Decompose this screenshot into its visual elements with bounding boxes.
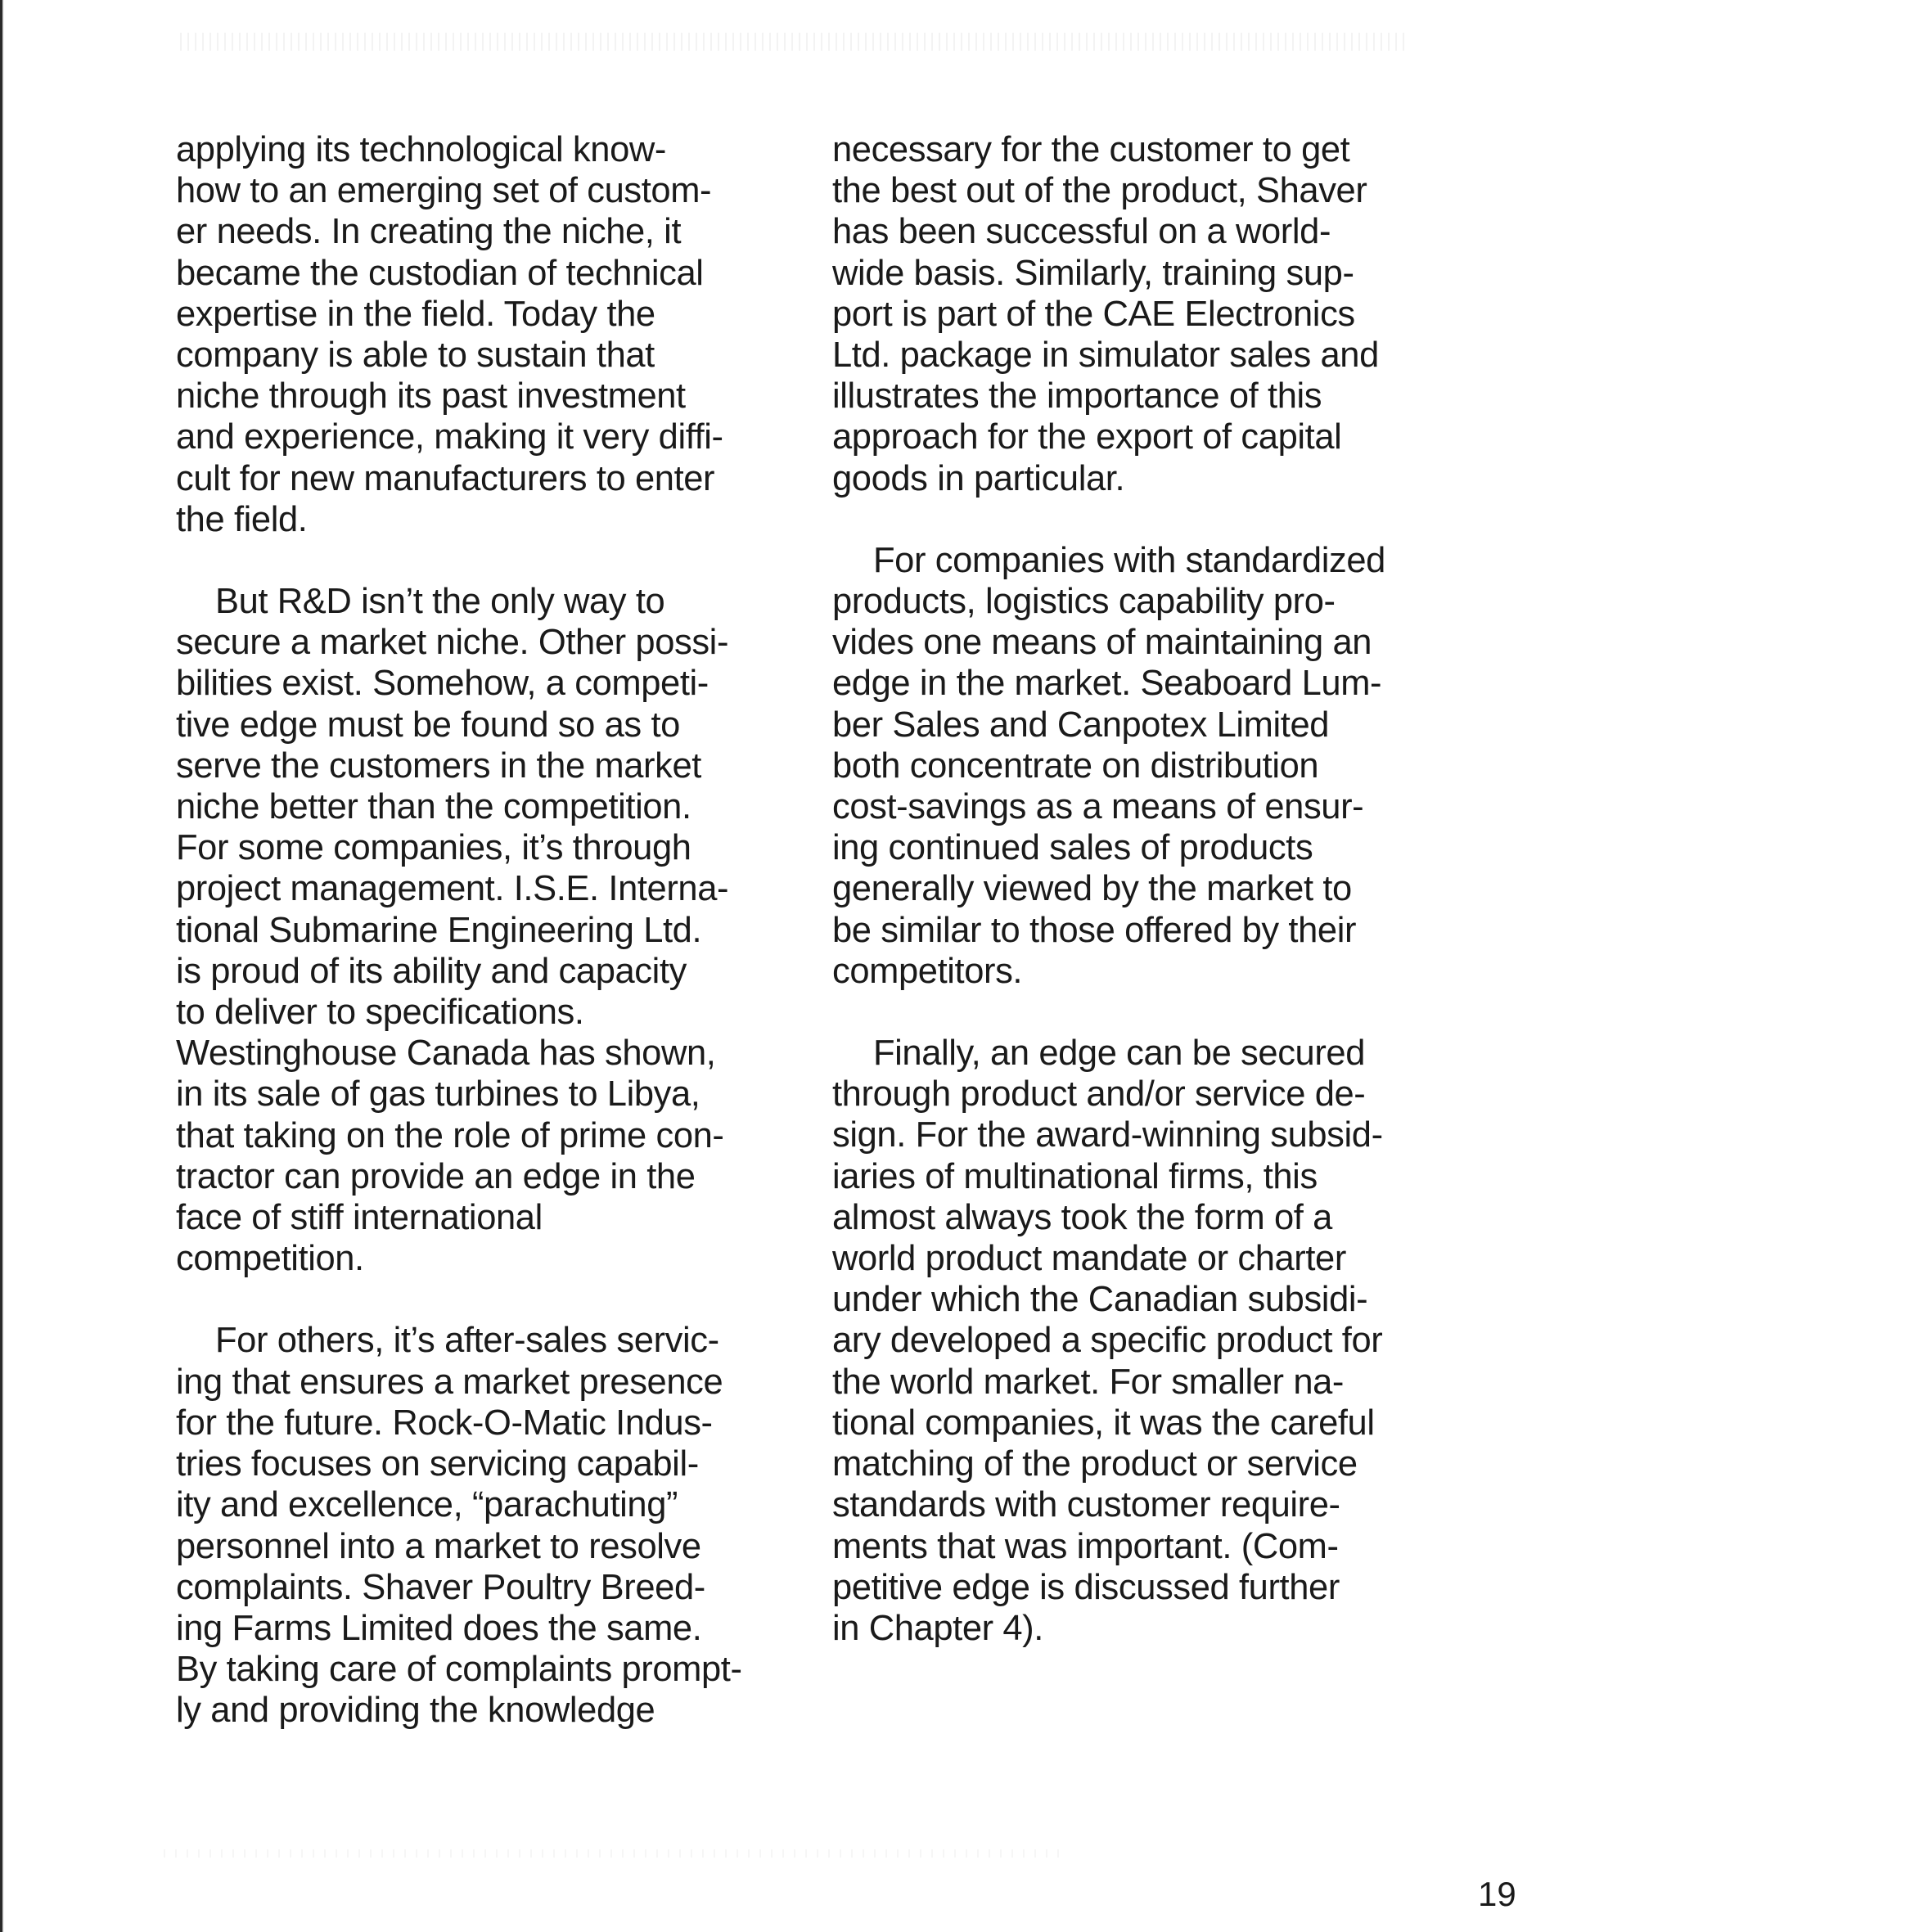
paragraph: Finally, an edge can be secured through product and/or service de- sign. For the award-winning subsid- iaries of multinational firms, this almost always took the form of a world product mandate or charter under which the Canadian subsidi- ary developed a specific product for the world market. For smaller na- tional companies, it was the careful matching of the product or service standards with customer require- ments that was important. (Com- petitive edge is discussed further in Chapter 4).: [832, 1034, 1383, 1648]
paragraph: applying its technological know- how to an emerging set of custom- er needs. In creating the niche, it became the custodian of technical expertise in the field. Today the company is able to sustain that niche through its past investment and experience, making it very diffi- cult for new manufacturers to enter the field.: [176, 130, 723, 539]
binding-edge: [0, 0, 4, 1932]
scan-artifact-top: [180, 33, 1408, 51]
paragraph: necessary for the customer to get the best out of the product, Shaver has been successful on a world- wide basis. Similarly, training sup- port is part of the CAE Electronics Ltd. package in simulator sales and illustrates the importance of this approach for the export of capital goods in particular.: [832, 130, 1379, 498]
paragraph: For others, it’s after-sales servic- ing that ensures a market presence for the future. Rock-O-Matic Indus- tries focuses on servicing capabil- ity and excellence, “parachuting” personnel into a market to resolve complaints. Shaver Poultry Breed- ing Farms Limited does the same. By taking care of complaints prompt- ly and providing the knowledge: [176, 1321, 742, 1731]
right-column: [832, 129, 1462, 1690]
paragraph: But R&D isn’t the only way to secure a market niche. Other possi- bilities exist. Somehow, a competi- tive edge must be found so as to serve the customers in the market niche better than the competition. For some companies, it’s through project management. I.S.E. Interna- tional Submarine Engineering Ltd. is proud of its ability and capacity to deliver to specifications. Westinghouse Canada has shown, in its sale of gas turbines to Libya, that taking on the role of prime con- tractor can provide an edge in the face of stiff international competition.: [176, 582, 729, 1279]
paragraph: For companies with standardized products, logistics capability pro- vides one means of maintaining an edge in the market. Seaboard Lum- ber Sales and Canpotex Limited both concentrate on distribution cost-savings as a means of ensur- ing continued sales of products generally viewed by the market to be similar to those offered by their competitors.: [832, 540, 1385, 991]
page-number: 19: [1478, 1875, 1516, 1913]
left-column: [176, 129, 798, 1772]
scan-artifact-bottom: [164, 1849, 1064, 1858]
